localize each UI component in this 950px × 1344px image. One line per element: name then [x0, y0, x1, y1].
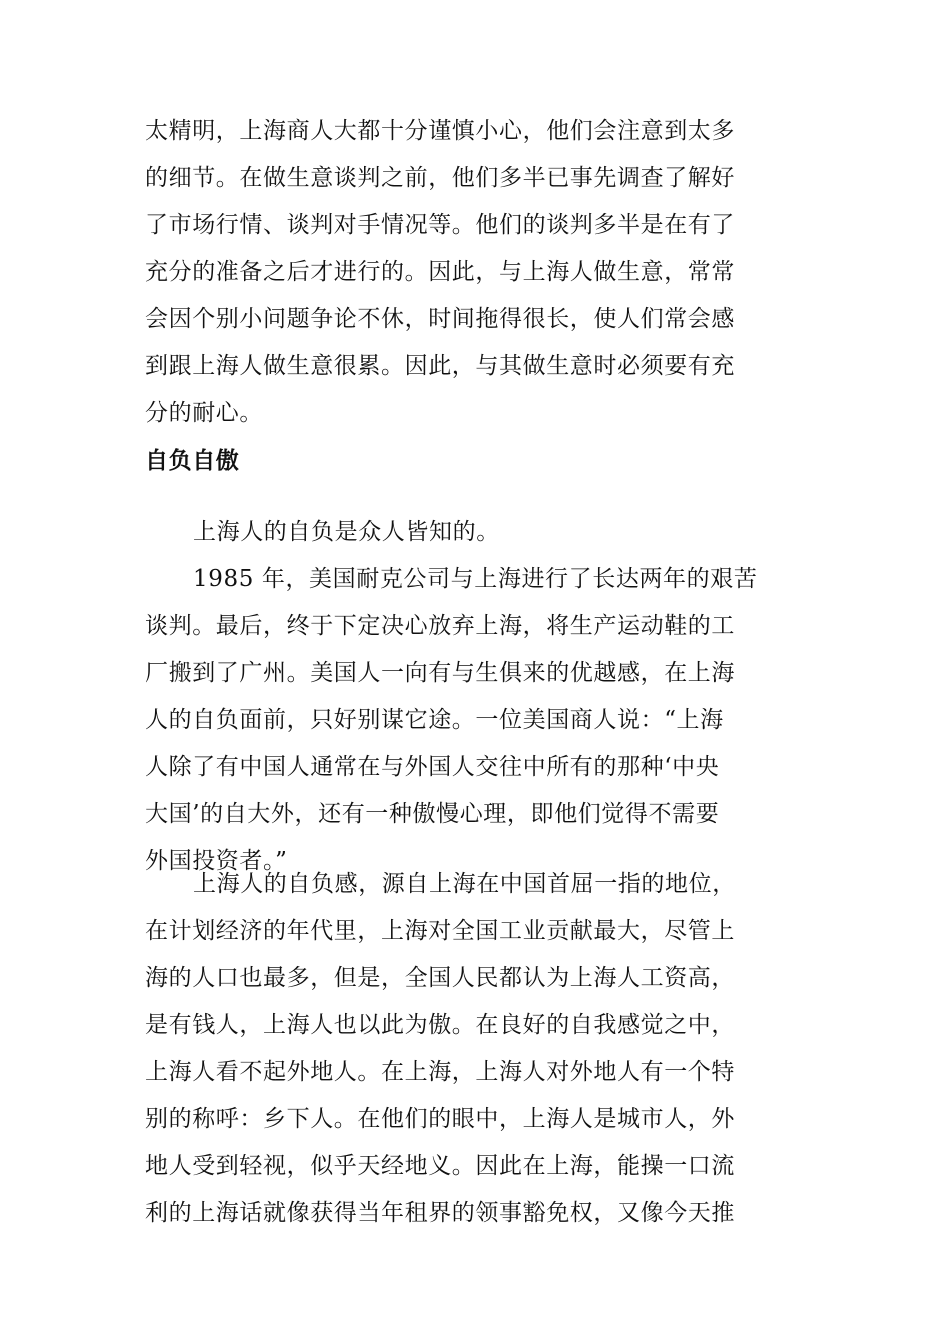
paragraph-line: 人除了有中国人通常在与外国人交往中所有的那种‘中央	[145, 754, 720, 780]
section-heading: 自负自傲	[145, 448, 240, 474]
paragraph-line: 大国’的自大外，还有一种傲慢心理，即他们觉得不需要	[145, 801, 720, 827]
paragraph-line: 谈判。最后，终于下定决心放弃上海，将生产运动鞋的工	[145, 613, 735, 639]
paragraph-line: 上海人看不起外地人。在上海，上海人对外地人有一个特	[145, 1059, 735, 1085]
paragraph-line: 厂搬到了广州。美国人一向有与生俱来的优越感，在上海	[145, 660, 735, 686]
paragraph-line: 外国投资者。”	[145, 848, 288, 874]
paragraph-line: 人的自负面前，只好别谋它途。一位美国商人说：“上海	[145, 707, 724, 733]
paragraph-line: 的细节。在做生意谈判之前，他们多半已事先调查了解好	[145, 165, 735, 191]
paragraph-line: 1985 年，美国耐克公司与上海进行了长达两年的艰苦	[193, 566, 758, 592]
paragraph-line: 是有钱人，上海人也以此为傲。在良好的自我感觉之中，	[145, 1012, 735, 1038]
paragraph-line: 到跟上海人做生意很累。因此，与其做生意时必须要有充	[145, 353, 735, 379]
paragraph-line: 地人受到轻视，似乎天经地义。因此在上海，能操一口流	[145, 1153, 735, 1179]
paragraph-line: 上海人的自负感，源自上海在中国首屈一指的地位，	[193, 871, 736, 897]
paragraph-line: 海的人口也最多，但是，全国人民都认为上海人工资高，	[145, 965, 735, 991]
paragraph-line: 太精明，上海商人大都十分谨慎小心，他们会注意到太多	[145, 118, 735, 144]
paragraph-line: 了市场行情、谈判对手情况等。他们的谈判多半是在有了	[145, 212, 735, 238]
paragraph-line: 分的耐心。	[145, 400, 263, 426]
paragraph-line: 在计划经济的年代里，上海对全国工业贡献最大，尽管上	[145, 918, 735, 944]
paragraph-line: 别的称呼：乡下人。在他们的眼中，上海人是城市人，外	[145, 1106, 735, 1132]
paragraph-line: 会因个别小问题争论不休，时间拖得很长，使人们常会感	[145, 306, 735, 332]
paragraph-line: 充分的准备之后才进行的。因此，与上海人做生意，常常	[145, 259, 735, 285]
paragraph-line: 利的上海话就像获得当年租界的领事豁免权，又像今天推	[145, 1200, 735, 1226]
paragraph-line: 上海人的自负是众人皆知的。	[193, 519, 500, 545]
